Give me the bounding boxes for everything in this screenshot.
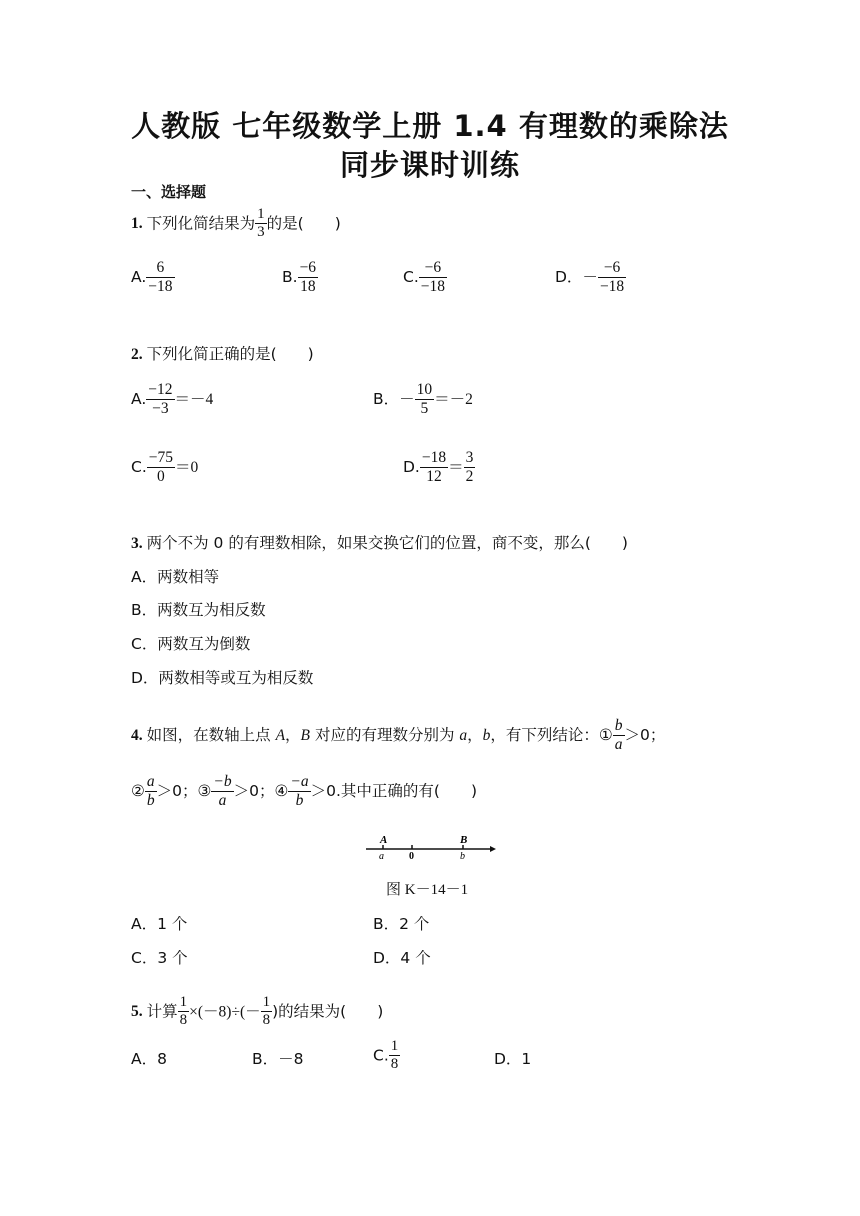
question-number: 4. (131, 726, 143, 744)
label-b: b (460, 851, 465, 862)
q1-option-b (282, 259, 318, 296)
q2-option-c (131, 449, 198, 486)
option-label: A. (131, 389, 147, 408)
point-a-label: A (275, 726, 286, 744)
question-number: 5. (131, 1003, 143, 1021)
denominator: a (211, 791, 233, 810)
equation-rhs: ＝－4 (174, 390, 214, 408)
q1-option-a (131, 259, 175, 296)
q4-option-c: C．3 个 (131, 949, 188, 967)
question-2 (131, 342, 314, 364)
denominator: 2 (465, 467, 474, 485)
inequality-rhs: ＞0；③ (156, 781, 212, 800)
denominator: b (288, 791, 310, 810)
q4-option-b: B．2 个 (373, 915, 430, 933)
denominator: −3 (146, 399, 174, 418)
q5-option-d: D．1 (494, 1050, 532, 1068)
fraction (145, 773, 157, 810)
q3-option-b: B．两数互为相反数 (131, 601, 266, 619)
q3-option-d: D．两数相等或互为相反数 (131, 669, 314, 687)
denominator: 12 (420, 467, 448, 486)
q5-option-b: B．－8 (252, 1050, 304, 1068)
question-5 (131, 994, 383, 1030)
question-3 (131, 531, 628, 553)
question-text: 如图，在数轴上点 (146, 725, 276, 744)
q1-option-d (555, 259, 626, 296)
page-subtitle: 同步课时训练 (339, 148, 520, 182)
option-label: B. (282, 267, 298, 286)
variable-b: b (482, 726, 491, 744)
fraction (464, 449, 476, 486)
fraction (147, 449, 175, 486)
question-4-line2 (131, 773, 477, 810)
variable-a: a (459, 726, 468, 744)
label-point-a: A (380, 834, 388, 846)
separator: ， (285, 725, 301, 744)
q4-option-d: D．4 个 (373, 949, 431, 967)
numerator: −b (213, 773, 232, 790)
equation-rhs: ＝0 (175, 458, 199, 476)
q3-option-c: C．两数互为倒数 (131, 635, 251, 653)
fraction (598, 259, 626, 296)
label-a: a (379, 851, 384, 862)
numerator: −12 (148, 381, 173, 398)
q1-option-c (403, 259, 447, 296)
question-1 (131, 206, 341, 242)
q2-option-d (403, 449, 475, 486)
question-text: )的结果为( ) (272, 1002, 384, 1021)
question-text: 计算 (146, 1002, 178, 1021)
option-label: C. (131, 457, 147, 476)
denominator: 8 (262, 1012, 271, 1029)
fraction (613, 717, 625, 754)
numerator: −a (290, 773, 309, 790)
denominator: a (614, 735, 623, 753)
denominator: b (146, 791, 155, 809)
q2-option-b (373, 381, 473, 418)
equals-sign: ＝ (448, 458, 464, 476)
question-text: 两个不为 0 的有理数相除，如果交换它们的位置，商不变，那么( ) (146, 534, 628, 552)
fraction (261, 994, 273, 1030)
fraction (255, 206, 267, 242)
question-text: 下列化简正确的是( ) (146, 345, 314, 363)
numerator: 3 (465, 449, 474, 466)
denominator: 3 (257, 224, 265, 241)
figure-caption: 图 K－14－1 (386, 882, 469, 898)
arrow-icon (490, 846, 496, 852)
circled-number: ② (131, 781, 145, 800)
question-4-line1 (131, 717, 665, 754)
option-label: B．－ (373, 389, 415, 408)
q5-option-c (373, 1038, 400, 1074)
denominator: 18 (298, 277, 319, 296)
numerator: −75 (148, 449, 173, 466)
fraction (288, 773, 310, 810)
question-number: 1. (131, 215, 143, 233)
fraction (178, 994, 190, 1030)
option-label: C. (403, 267, 419, 286)
equation-rhs: ＝－2 (434, 390, 473, 408)
page-title: 人教版 七年级数学上册 1.4 有理数的乘除法 (131, 109, 729, 143)
denominator: 0 (147, 467, 175, 486)
denominator: −18 (148, 277, 173, 295)
fraction (415, 381, 435, 418)
denominator: −18 (599, 277, 625, 295)
numerator: 10 (416, 381, 433, 398)
q3-option-a: A．两数相等 (131, 568, 220, 586)
fraction (211, 773, 233, 810)
fraction (146, 259, 174, 296)
option-label: D．－ (555, 267, 598, 286)
separator: ， (467, 725, 483, 744)
numerator: 6 (156, 259, 165, 276)
inequality-rhs: ＞0.其中正确的有( ) (310, 781, 478, 800)
fraction (419, 259, 447, 296)
denominator: 8 (179, 1012, 188, 1029)
numerator: 1 (257, 206, 265, 222)
question-text: 对应的有理数分别为 (310, 725, 460, 744)
fraction (146, 381, 174, 418)
numerator: −18 (421, 449, 447, 466)
fraction (389, 1038, 401, 1074)
expression: ×(－8)÷(－ (189, 1003, 261, 1021)
section-heading: 一、选择题 (131, 183, 207, 201)
numerator: 1 (262, 994, 271, 1010)
point-b-label: B (300, 726, 311, 744)
option-label: A. (131, 267, 147, 286)
inequality-rhs: ＞0； (624, 725, 666, 744)
denominator: 8 (390, 1056, 399, 1073)
label-point-b: B (460, 834, 468, 846)
question-number: 3. (131, 535, 143, 552)
numerator: −6 (424, 259, 442, 276)
q2-option-a (131, 381, 213, 418)
fraction (420, 449, 448, 486)
numerator: b (614, 717, 623, 734)
numerator: 1 (390, 1038, 399, 1054)
question-number: 2. (131, 346, 143, 363)
option-label: D. (403, 457, 420, 476)
question-text: 的是( ) (266, 214, 341, 233)
inequality-rhs: ＞0；④ (233, 781, 289, 800)
numerator: a (146, 773, 155, 790)
question-text: 下列化简结果为 (146, 214, 256, 233)
denominator: 5 (415, 399, 435, 418)
number-line-figure (364, 830, 498, 862)
fraction (298, 259, 319, 296)
numerator: 1 (179, 994, 188, 1010)
numerator: −6 (603, 259, 621, 276)
question-text: ，有下列结论：① (490, 725, 613, 744)
q4-option-a: A．1 个 (131, 915, 188, 933)
q5-option-a: A．8 (131, 1050, 167, 1068)
option-label: C. (373, 1046, 389, 1065)
label-zero: 0 (409, 851, 414, 862)
numerator: −6 (299, 259, 317, 276)
denominator: −18 (420, 277, 445, 295)
